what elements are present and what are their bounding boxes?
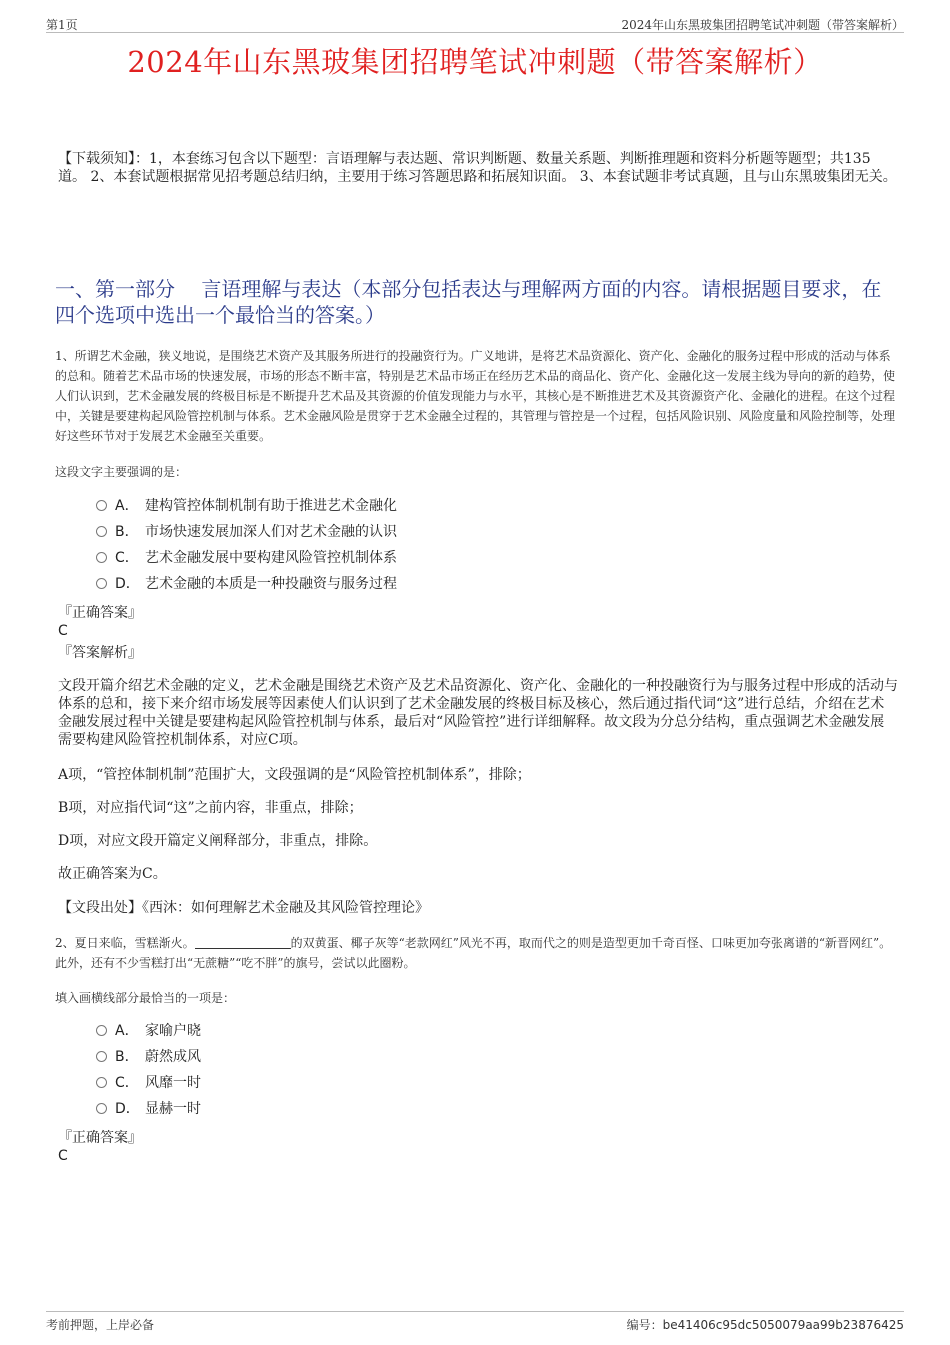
header-doc-title: 2024年山东黑玻集团招聘笔试冲刺题（带答案解析） bbox=[621, 18, 904, 32]
question-2-prompt: 填入画横线部分最恰当的一项是： bbox=[55, 991, 236, 1005]
radio-icon[interactable] bbox=[96, 1077, 107, 1088]
radio-icon[interactable] bbox=[96, 1051, 107, 1062]
radio-icon[interactable] bbox=[96, 1103, 107, 1114]
q1-conclusion: 故正确答案为C。 bbox=[58, 866, 167, 882]
q2-option-b[interactable]: B． 蔚然成风 bbox=[96, 1047, 201, 1067]
radio-icon[interactable] bbox=[96, 526, 107, 537]
q1-option-a[interactable]: A． 建构管控体制机制有助于推进艺术金融化 bbox=[96, 496, 397, 516]
footer-slogan: 考前押题，上岸必备 bbox=[46, 1318, 155, 1332]
page-header bbox=[46, 14, 904, 33]
q1-option-d[interactable]: D． 艺术金融的本质是一种投融资与服务过程 bbox=[96, 574, 397, 594]
page-number: 第1页 bbox=[46, 18, 78, 32]
q1-analysis: 文段开篇介绍艺术金融的定义，艺术金融是围绕艺术资产及艺术品资源化、资产化、金融化的一种投融资行为与服务过程中形成的活动与体系的总和，接下来介绍市场发展等因素使人们认识到了艺术金融发展的终极目标及核心，然后通过指代词“这”进行总结，介绍在艺术金融发展过程中关键是要建构起风险管控机制与体系，最后对“风险管控”进行详细解释。故文段为分总分结构，重点强调艺术金融发展需要构建风险管控机制体系，对应C项。 bbox=[58, 678, 898, 748]
q2-option-c[interactable]: C． 风靡一时 bbox=[96, 1073, 201, 1093]
fill-blank bbox=[195, 936, 291, 949]
q2-answer: C bbox=[58, 1148, 68, 1164]
q2-option-d[interactable]: D． 显赫一时 bbox=[96, 1099, 201, 1119]
radio-icon[interactable] bbox=[96, 500, 107, 511]
q1-source: 【文段出处】《西沐：如何理解艺术金融及其风险管控理论》 bbox=[58, 900, 429, 916]
q1-analysis-label: 『答案解析』 bbox=[58, 645, 142, 661]
q1-answer: C bbox=[58, 623, 68, 639]
q2-option-a[interactable]: A． 家喻户晓 bbox=[96, 1021, 201, 1041]
radio-icon[interactable] bbox=[96, 552, 107, 563]
document-title: 2024年山东黑玻集团招聘笔试冲刺题（带答案解析） bbox=[127, 45, 823, 79]
page-footer bbox=[46, 1311, 904, 1334]
q1-note-d: D项，对应文段开篇定义阐释部分，非重点，排除。 bbox=[58, 833, 378, 849]
document-code: 编号：be41406c95dc5050079aa99b23876425 bbox=[626, 1318, 904, 1332]
q1-option-b[interactable]: B． 市场快速发展加深人们对艺术金融的认识 bbox=[96, 522, 397, 542]
q2-answer-label: 『正确答案』 bbox=[58, 1130, 142, 1146]
question-1-stem: 1、所谓艺术金融，狭义地说，是围绕艺术资产及其服务所进行的投融资行为。广义地讲，是将艺术品资源化、资产化、金融化的服务过程中形成的活动与体系的总和。随着艺术品市场的快速发展，市场的形态不断丰富，特别是艺术品市场正在经历艺术品的商品化、资产化、金融化这一发展主线为导向的新的趋势，使人们认识到，艺术金融发展的终极目标是不断提升艺术品及其资源的价值发现能力与水平，其核心是不断推进艺术及其资源资产化、金融化的进程。在这个过程中，关键是要建构起风险管控机制与体系。艺术金融风险是贯穿于艺术金融全过程的，其管理与管控是一个过程，包括风险识别、风险度量和风险控制等，处理好这些环节对于发展艺术金融至关重要。 bbox=[55, 349, 896, 443]
question-1-prompt: 这段文字主要强调的是： bbox=[55, 465, 188, 479]
radio-icon[interactable] bbox=[96, 578, 107, 589]
download-notice: 【下载须知】：1，本套练习包含以下题型：言语理解与表达题、常识判断题、数量关系题、判断推理题和资料分析题等题型；共135道。 2、本套试题根据常见招考题总结归纳，主要用于练习答题思路和拓展知识面。 3、本套试题非考试真题，且与山东黑玻集团无关。 bbox=[58, 151, 897, 185]
q1-answer-label: 『正确答案』 bbox=[58, 605, 142, 621]
section-heading: 一、第一部分 言语理解与表达（本部分包括表达与理解两方面的内容。请根据题目要求，在四个选项中选出一个最恰当的答案。） bbox=[55, 277, 882, 327]
q1-note-a: A项，“管控体制机制”范围扩大，文段强调的是“风险管控机制体系”，排除； bbox=[58, 767, 531, 783]
question-2-stem: 2、夏日来临，雪糕渐火。 的双黄蛋、椰子灰等“老款网红”风光不再，取而代之的则是造型更加千奇百怪、口味更加夸张离谱的“新晋网红”。此外，还有不少雪糕打出“无蔗糖”“吃不胖”的旗号，尝试以此圈粉。 bbox=[55, 936, 892, 970]
radio-icon[interactable] bbox=[96, 1025, 107, 1036]
q1-note-b: B项，对应指代词“这”之前内容，非重点，排除； bbox=[58, 800, 363, 816]
q1-option-c[interactable]: C． 艺术金融发展中要构建风险管控机制体系 bbox=[96, 548, 397, 568]
